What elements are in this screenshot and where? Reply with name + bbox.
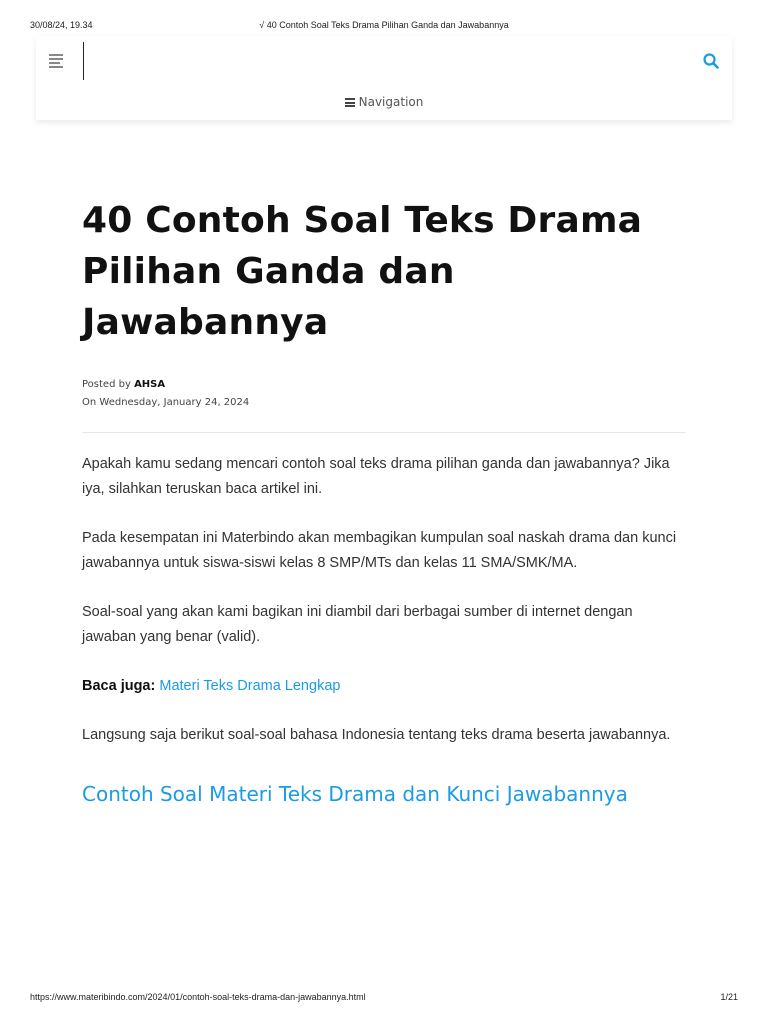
- bars-icon: [345, 98, 355, 107]
- meta-divider: [82, 432, 686, 433]
- print-url: https://www.materibindo.com/2024/01/contoh-soal-teks-drama-dan-jawabannya.html: [30, 992, 366, 1002]
- article-title: 40 Contoh Soal Teks Drama Pilihan Ganda dan Jawabannya: [82, 200, 643, 343]
- search-icon[interactable]: [702, 52, 720, 70]
- print-date: 30/08/24, 19.34: [30, 20, 93, 30]
- posted-by-label: Posted by: [82, 379, 131, 390]
- print-header: [30, 20, 738, 32]
- print-document-title: √ 40 Contoh Soal Teks Drama Pilihan Ganda dan Jawabannya: [259, 20, 509, 30]
- article: [82, 195, 686, 808]
- page-number: 1/21: [720, 992, 738, 1002]
- print-footer: [30, 992, 738, 1004]
- header-divider: [83, 42, 84, 80]
- body-paragraph: Pada kesempatan ini Materbindo akan membagikan kumpulan soal naskah drama dan kunci jawabannya untuk siswa-siswi kelas 8 SMP/MTs dan kelas 11 SMA/SMK/MA.: [82, 530, 677, 571]
- read-also: [82, 674, 686, 699]
- body-paragraph: Langsung saja berikut soal-soal bahasa Indonesia tentang teks drama beserta jawabannya.: [82, 727, 671, 743]
- hamburger-menu-icon[interactable]: [49, 54, 63, 66]
- author-name[interactable]: AHSA: [134, 379, 166, 390]
- posted-by-line: [82, 376, 686, 394]
- section-heading: Contoh Soal Materi Teks Drama dan Kunci Jawabannya: [82, 782, 628, 806]
- navigation-label: Navigation: [358, 95, 424, 109]
- read-also-label: Baca juga:: [82, 678, 156, 694]
- post-date: On Wednesday, January 24, 2024: [82, 397, 250, 408]
- body-paragraph: Soal-soal yang akan kami bagikan ini diambil dari berbagai sumber di internet dengan jawaban yang benar (valid).: [82, 604, 633, 645]
- post-meta: [82, 376, 686, 412]
- read-also-link[interactable]: Materi Teks Drama Lengkap: [159, 678, 341, 694]
- navigation-toggle[interactable]: [36, 88, 732, 116]
- intro-paragraph: Apakah kamu sedang mencari contoh soal teks drama pilihan ganda dan jawabannya? Jika iya, silahkan teruskan baca artikel ini.: [82, 456, 670, 497]
- site-header: [36, 36, 732, 120]
